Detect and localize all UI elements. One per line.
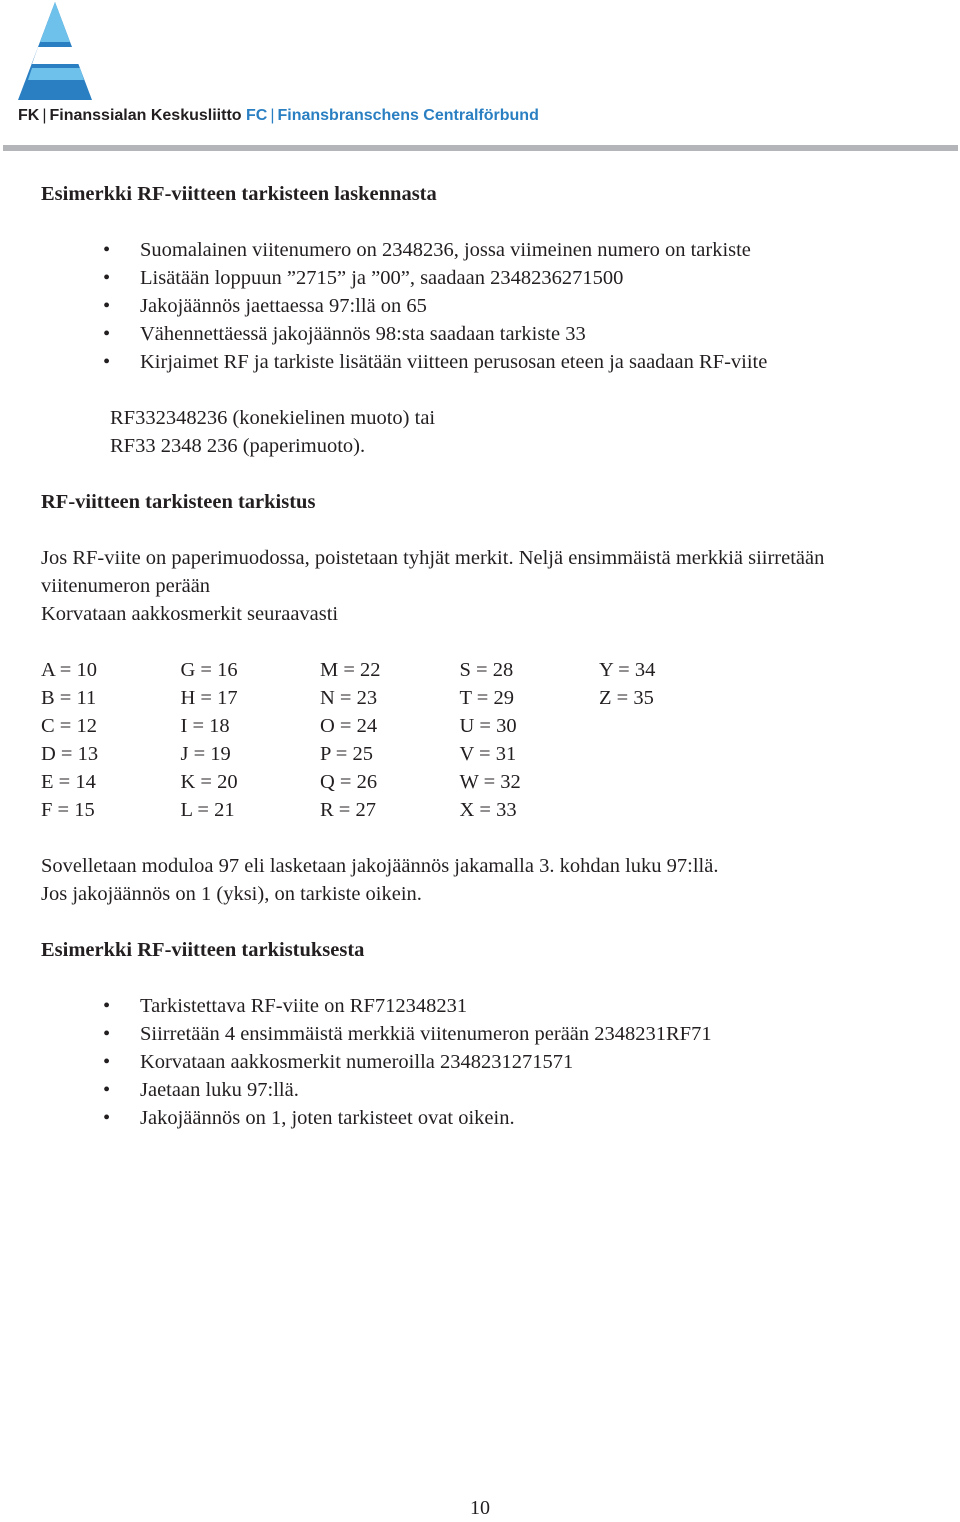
table-cell: R = 27 bbox=[320, 799, 376, 821]
table-cell: K = 20 bbox=[180, 771, 238, 793]
table-cell: P = 25 bbox=[320, 743, 373, 765]
table-cell bbox=[599, 712, 739, 740]
bullet-icon: • bbox=[103, 1079, 111, 1101]
list-item: • Vähennettäessä jakojäännös 98:sta saadaan tarkiste 33 bbox=[41, 320, 931, 348]
rf-reference-examples bbox=[110, 404, 931, 460]
section1-heading: Esimerkki RF-viitteen tarkisteen laskennasta bbox=[41, 183, 437, 205]
table-row bbox=[41, 684, 739, 712]
list-item: • Siirretään 4 ensimmäistä merkkiä viitenumeron perään 2348231RF71 bbox=[41, 1020, 931, 1048]
table-cell: T = 29 bbox=[459, 687, 514, 709]
bullet-icon: • bbox=[103, 995, 111, 1017]
table-cell: Z = 35 bbox=[599, 687, 654, 709]
bullet-icon: • bbox=[103, 1107, 111, 1129]
table-cell: N = 23 bbox=[320, 687, 378, 709]
modulo-rule-line: Sovelletaan moduloa 97 eli lasketaan jakojäännös jakamalla 3. kohdan luku 97:llä. bbox=[41, 855, 719, 877]
table-cell: F = 15 bbox=[41, 799, 95, 821]
paragraph-line: Korvataan aakkosmerkit seuraavasti bbox=[41, 603, 339, 625]
page-number: 10 bbox=[470, 1497, 490, 1519]
bullet-icon: • bbox=[103, 1051, 111, 1073]
table-cell: U = 30 bbox=[459, 715, 517, 737]
table-row bbox=[41, 656, 739, 684]
letter-value-table bbox=[41, 656, 739, 824]
brand-fk-name: Finanssialan Keskusliitto bbox=[49, 107, 242, 124]
table-cell bbox=[599, 768, 739, 796]
table-cell: A = 10 bbox=[41, 659, 97, 681]
table-cell: Q = 26 bbox=[320, 771, 378, 793]
table-cell: S = 28 bbox=[459, 659, 514, 681]
table-cell: B = 11 bbox=[41, 687, 97, 709]
table-cell: D = 13 bbox=[41, 743, 99, 765]
table-row bbox=[41, 740, 739, 768]
table-cell: W = 32 bbox=[459, 771, 521, 793]
bullet-icon: • bbox=[103, 323, 111, 345]
list-item: • Jakojäännös jaettaessa 97:llä on 65 bbox=[41, 292, 931, 320]
brand-wordmark: FK | Finanssialan Keskusliitto FC | Finansbranschens Centralförbund bbox=[18, 107, 539, 124]
bullet-icon: • bbox=[103, 295, 111, 317]
rf-machine-format: RF332348236 (konekielinen muoto) tai bbox=[110, 407, 436, 429]
table-cell: Y = 34 bbox=[599, 659, 656, 681]
list-item: • Korvataan aakkosmerkit numeroilla 2348231271571 bbox=[41, 1048, 931, 1076]
bullet-icon: • bbox=[103, 1023, 111, 1045]
table-cell: G = 16 bbox=[180, 659, 238, 681]
table-cell: J = 19 bbox=[180, 743, 231, 765]
list-item: • Jakojäännös on 1, joten tarkisteet ovat oikein. bbox=[41, 1104, 931, 1132]
section3-bullet-list bbox=[41, 992, 931, 1132]
document-body bbox=[41, 180, 931, 1132]
table-cell: M = 22 bbox=[320, 659, 381, 681]
table-cell bbox=[599, 796, 739, 824]
list-item: • Jaetaan luku 97:llä. bbox=[41, 1076, 931, 1104]
table-cell: V = 31 bbox=[459, 743, 517, 765]
table-cell: O = 24 bbox=[320, 715, 378, 737]
bullet-icon: • bbox=[103, 351, 111, 373]
fk-logo-icon bbox=[18, 2, 92, 102]
list-item: • Kirjaimet RF ja tarkiste lisätään viitteen perusosan eteen ja saadaan RF-viite bbox=[41, 348, 931, 376]
table-row bbox=[41, 712, 739, 740]
table-row bbox=[41, 796, 739, 824]
bullet-icon: • bbox=[103, 267, 111, 289]
brand-fk: FK bbox=[18, 107, 40, 124]
section2-heading: RF-viitteen tarkisteen tarkistus bbox=[41, 491, 316, 513]
table-row bbox=[41, 768, 739, 796]
table-cell: X = 33 bbox=[459, 799, 517, 821]
list-item: • Lisätään loppuun ”2715” ja ”00”, saadaan 2348236271500 bbox=[41, 264, 931, 292]
section1-bullet-list bbox=[41, 236, 931, 376]
section3-heading: Esimerkki RF-viitteen tarkistuksesta bbox=[41, 939, 365, 961]
modulo-rule-line: Jos jakojäännös on 1 (yksi), on tarkiste oikein. bbox=[41, 883, 422, 905]
list-item: • Tarkistettava RF-viite on RF712348231 bbox=[41, 992, 931, 1020]
bullet-icon: • bbox=[103, 239, 111, 261]
table-cell: C = 12 bbox=[41, 715, 97, 737]
table-cell bbox=[599, 740, 739, 768]
list-item: • Suomalainen viitenumero on 2348236, jossa viimeinen numero on tarkiste bbox=[41, 236, 931, 264]
brand-fc-name: Finansbranschens Centralförbund bbox=[277, 107, 539, 124]
paragraph-line: Jos RF-viite on paperimuodossa, poistetaan tyhjät merkit. Neljä ensimmäistä merkkiä siirretään bbox=[41, 547, 825, 569]
brand-fc: FC bbox=[246, 107, 268, 124]
table-cell: E = 14 bbox=[41, 771, 96, 793]
rf-paper-format: RF33 2348 236 (paperimuoto). bbox=[110, 435, 366, 457]
page-header bbox=[0, 0, 960, 155]
table-cell: I = 18 bbox=[180, 715, 230, 737]
paragraph-line: viitenumeron perään bbox=[41, 575, 211, 597]
table-cell: L = 21 bbox=[180, 799, 235, 821]
header-divider bbox=[3, 145, 958, 151]
table-cell: H = 17 bbox=[180, 687, 238, 709]
